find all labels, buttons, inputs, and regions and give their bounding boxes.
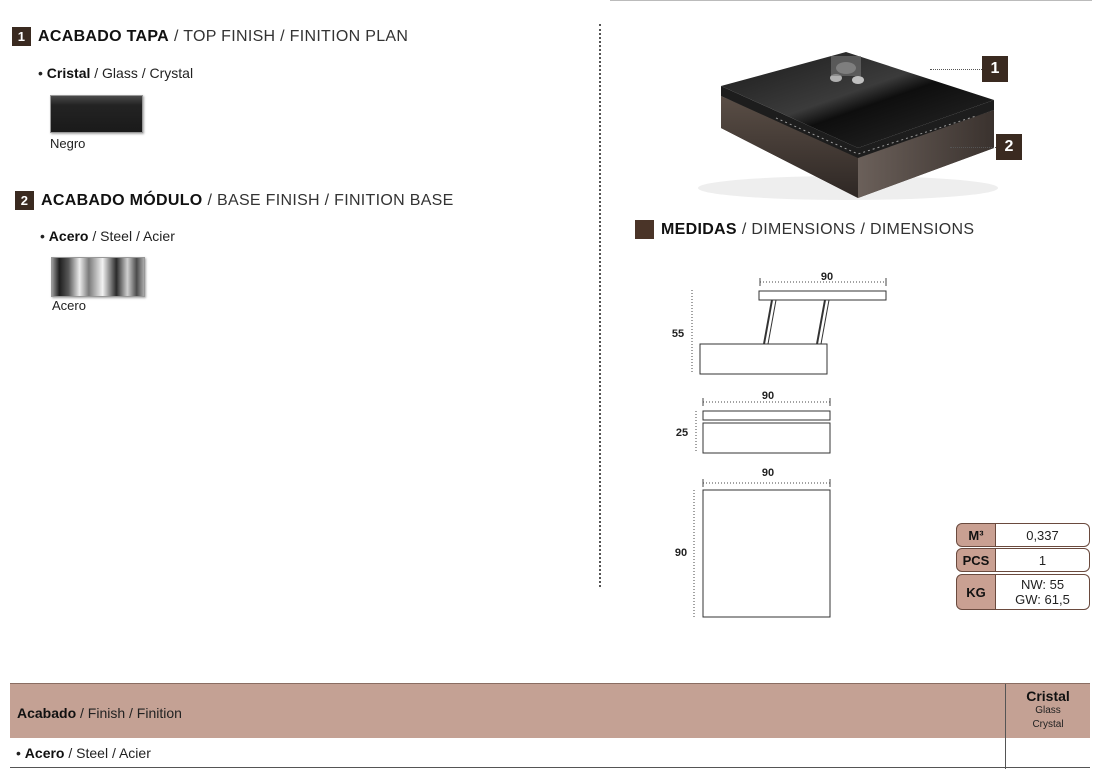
top-width-label: 90 — [761, 467, 775, 479]
finish-table-title — [17, 705, 182, 721]
section-number-badge: 1 — [12, 27, 31, 46]
column-header-sub1: Glass — [1035, 705, 1061, 716]
top-finish-title: ACABADO TAPA — [38, 27, 169, 45]
weight-value — [996, 574, 1090, 610]
dimensions-title: MEDIDAS — [661, 220, 737, 238]
spec-row-pieces — [956, 548, 1090, 572]
finish-table-bottom-rule — [10, 767, 1090, 768]
top-finish-title-translations: / TOP FINISH / FINITION PLAN — [174, 27, 409, 45]
dimension-drawings — [660, 262, 900, 624]
raised-width-label: 90 — [820, 271, 834, 283]
base-finish-option-name: Acero — [48, 228, 89, 244]
base-finish-option-translations: / Steel / Acier — [92, 228, 175, 244]
top-finish-option-translations: / Glass / Crystal — [94, 65, 194, 81]
finish-table-title-translations: / Finish / Finition — [80, 705, 182, 721]
top-finish-option: • Cristal / Glass / Crystal — [38, 65, 194, 81]
finish-table-header — [10, 683, 1090, 738]
finish-row-translations: / Steel / Acier — [68, 745, 151, 761]
base-finish-option: • Acero / Steel / Acier — [40, 228, 175, 244]
base-finish-heading — [15, 191, 454, 210]
callout-badge-1: 1 — [982, 56, 1008, 82]
raised-height-label: 55 — [671, 328, 685, 340]
callout-line-2 — [950, 147, 996, 148]
base-finish-title: ACABADO MÓDULO — [41, 191, 203, 209]
top-finish-heading — [12, 27, 408, 46]
top-view-drawing — [675, 467, 830, 617]
column-header-sub2: Crystal — [1032, 719, 1064, 730]
steel-swatch — [51, 257, 145, 297]
finish-table-title-bold: Acabado — [17, 705, 77, 721]
section-number-badge: 2 — [15, 191, 34, 210]
raised-view-drawing — [672, 271, 886, 374]
pieces-label: PCS — [956, 548, 996, 572]
product-photo — [676, 8, 1020, 240]
callout-badge-2: 2 — [996, 134, 1022, 160]
black-glass-swatch — [50, 95, 143, 133]
spec-row-weight — [956, 574, 1090, 610]
gross-weight: GW: 61,5 — [1015, 592, 1070, 607]
column-header-main: Cristal — [1026, 688, 1070, 704]
net-weight: NW: 55 — [1020, 577, 1065, 592]
black-swatch-label: Negro — [50, 136, 86, 151]
column-divider — [599, 24, 601, 587]
steel-swatch-label: Acero — [52, 298, 86, 313]
finish-table-column-header — [1006, 688, 1090, 732]
finish-table-row: • Acero / Steel / Acier — [16, 745, 151, 761]
weight-label: KG — [956, 574, 996, 610]
base-finish-title-translations: / BASE FINISH / FINITION BASE — [207, 191, 454, 209]
top-rule — [610, 0, 1092, 1]
closed-width-label: 90 — [761, 390, 775, 402]
volume-value: 0,337 — [996, 523, 1090, 547]
top-finish-option-name: Cristal — [46, 65, 91, 81]
finish-row-name: Acero — [24, 745, 65, 761]
dimensions-title-translations: / DIMENSIONS / DIMENSIONS — [741, 220, 975, 238]
spec-row-volume — [956, 523, 1090, 547]
closed-view-drawing — [676, 390, 830, 453]
dimensions-heading — [635, 220, 974, 239]
callout-line-1 — [930, 69, 982, 70]
volume-label: M³ — [956, 523, 996, 547]
top-depth-label: 90 — [674, 547, 688, 559]
pieces-value: 1 — [996, 548, 1090, 572]
heading-square-icon — [635, 220, 654, 239]
closed-height-label: 25 — [675, 427, 689, 439]
